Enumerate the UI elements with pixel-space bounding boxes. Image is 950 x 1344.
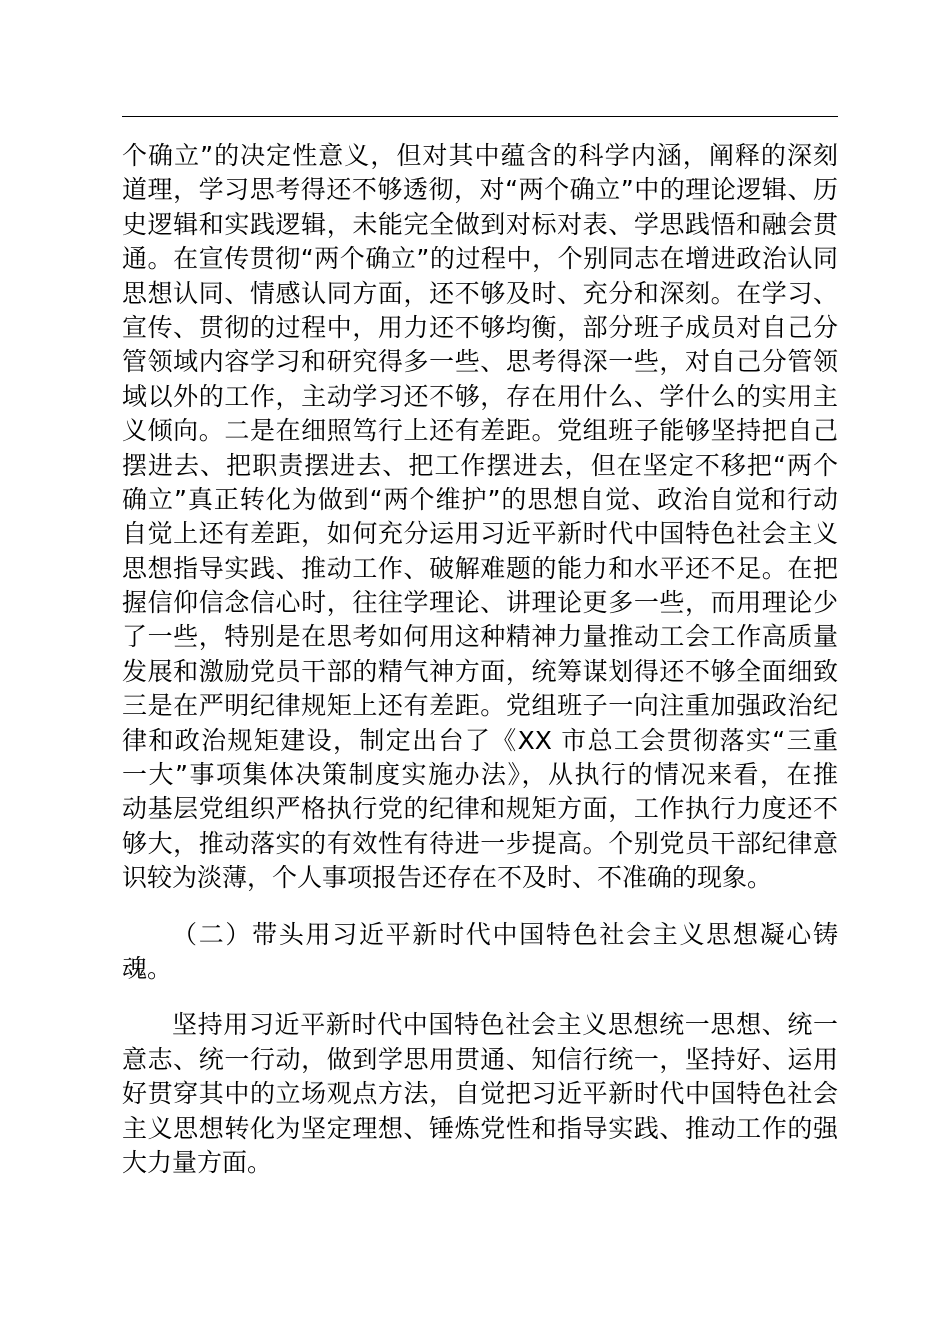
paragraph-1 [122,139,838,896]
document-body [122,139,838,1180]
text-line: 动基层党组织严格执行党的纪律和规矩方面，工作执行力度还不 [122,794,838,824]
text-line: 史逻辑和实践逻辑，未能完全做到对标对表、学思践悟和融会贯 [122,209,838,239]
text-line: 个确立”的决定性意义，但对其中蕴含的科学内涵，阐释的深刻 [122,141,838,170]
text-line: 坚持用习近平新时代中国特色社会主义思想统一思想、统一 [172,1010,838,1040]
text-line: 发展和激励党员干部的精气神方面，统筹谋划得还不够全面细致 [122,656,838,686]
text-line: 域以外的工作，主动学习还不够，存在用什么、学什么的实用主 [122,381,838,411]
text-line: 意志、统一行动，做到学思用贯通、知信行统一，坚持好、运用 [122,1044,838,1074]
text-line: 好贯穿其中的立场观点方法，自觉把习近平新时代中国特色社会 [122,1079,838,1109]
header-rule [122,116,838,117]
text-line: 自觉上还有差距，如何充分运用习近平新时代中国特色社会主义 [122,519,838,549]
text-line: 思想指导实践、推动工作、破解难题的能力和水平还不足。在把 [122,553,838,583]
paragraph-gap [122,986,838,1008]
text-line: 律和政治规矩建设，制定出台了《XX 市总工会贯彻落实“三重 [122,725,838,755]
text-line: 识较为淡薄，个人事项报告还存在不及时、不准确的现象。 [122,863,773,893]
text-line: 够大，推动落实的有效性有待进一步提高。个别党员干部纪律意 [122,828,838,858]
heading-line: 魂。 [122,953,173,983]
text-line: 道理，学习思考得还不够透彻，对“两个确立”中的理论逻辑、历 [122,175,838,205]
heading-line: （二）带头用习近平新时代中国特色社会主义思想凝心铸 [172,919,838,949]
paragraph-gap [122,896,838,918]
text-line: 了一些，特别是在思考如何用这种精神力量推动工会工作高质量 [122,622,838,652]
text-line: 确立”真正转化为做到“两个维护”的思想自觉、政治自觉和行动 [122,484,838,514]
text-line: 三是在严明纪律规矩上还有差距。党组班子一向注重加强政治纪 [122,691,838,721]
text-line: 摆进去、把职责摆进去、把工作摆进去，但在坚定不移把“两个 [122,450,838,480]
text-line: 管领域内容学习和研究得多一些、思考得深一些，对自己分管领 [122,347,838,377]
text-line: 一大”事项集体决策制度实施办法》，从执行的情况来看，在推 [122,760,838,790]
text-line: 通。在宣传贯彻“两个确立”的过程中，个别同志在增进政治认同 [122,244,838,274]
text-line: 宣传、贯彻的过程中，用力还不够均衡，部分班子成员对自己分 [122,312,838,342]
text-line: 义倾向。二是在细照笃行上还有差距。党组班子能够坚持把自己 [122,416,838,446]
text-line: 主义思想转化为坚定理想、锤炼党性和指导实践、推动工作的强 [122,1113,838,1143]
text-line: 握信仰信念信心时，往往学理论、讲理论更多一些，而用理论少 [122,588,838,618]
paragraph-3 [122,1008,838,1180]
section-heading-2 [122,918,838,987]
text-line: 思想认同、情感认同方面，还不够及时、充分和深刻。在学习、 [122,278,838,308]
text-line: 大力量方面。 [122,1147,273,1177]
